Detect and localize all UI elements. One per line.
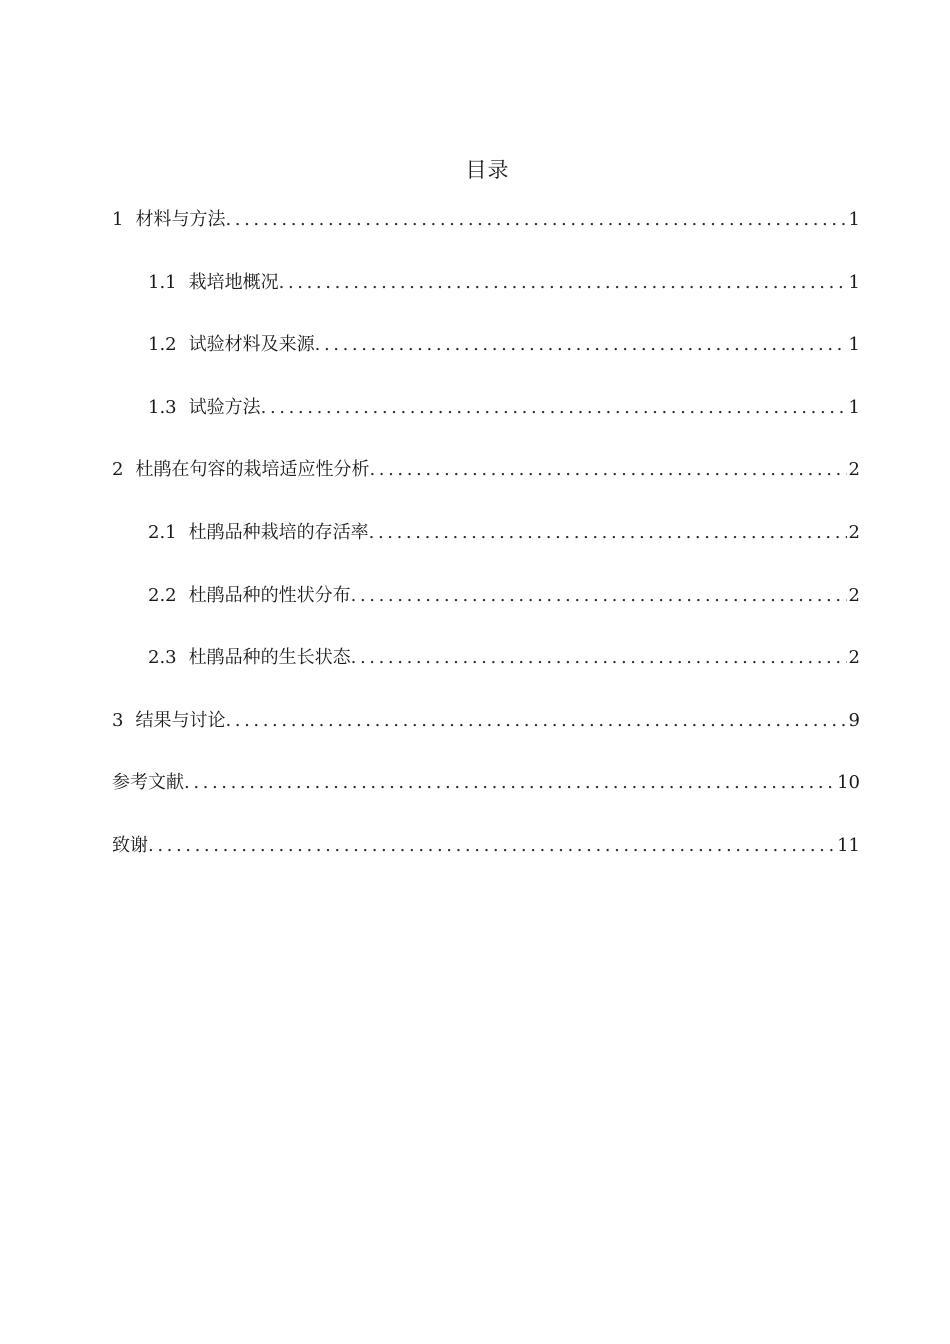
toc-entry-label: 杜鹃品种的生长状态: [188, 647, 351, 669]
toc-dot-leader: [369, 454, 846, 486]
toc-entry-number: 2: [112, 459, 124, 481]
toc-dot-leader: [225, 204, 846, 236]
toc-entry-page-number: 9: [848, 709, 860, 731]
toc-entry-number: 1.3: [148, 396, 177, 418]
toc-entry-page-number: 10: [837, 772, 860, 794]
toc-dot-leader: [184, 767, 835, 799]
toc-entry[interactable]: [112, 392, 860, 455]
toc-entry-label: 杜鹃在句容的栽培适应性分析: [135, 459, 370, 481]
toc-entry-page-number: 1: [848, 271, 860, 293]
toc-entry-number: 1: [112, 209, 124, 230]
toc-entry-label: 参考文献: [112, 772, 184, 794]
toc-entry-page-number: 1: [848, 209, 860, 230]
toc-entry-label: 材料与方法: [135, 209, 226, 230]
toc-entry[interactable]: [112, 517, 860, 580]
toc-dot-leader: [351, 580, 847, 612]
toc-entry[interactable]: [112, 705, 860, 768]
toc-entry-page-number: 2: [848, 459, 860, 481]
toc-entry-label: 试验方法: [188, 396, 261, 418]
toc-entry[interactable]: [112, 830, 860, 893]
toc-entry[interactable]: [112, 767, 860, 830]
toc-entry-page-number: 1: [848, 334, 860, 356]
toc-entry-number: 2.3: [148, 647, 177, 669]
toc-entry-label: 致谢: [112, 834, 148, 856]
toc-entry-number: 1.1: [148, 271, 177, 293]
toc-entry-number: 3: [112, 709, 124, 731]
toc-title: 目录: [465, 158, 510, 182]
toc-dot-leader: [148, 830, 835, 862]
toc-entry[interactable]: [112, 267, 860, 330]
toc-entry-number: 1.2: [148, 334, 177, 356]
toc-entry-page-number: 11: [837, 834, 860, 856]
toc-dot-leader: [225, 705, 846, 737]
toc-entry-number: 2.2: [148, 584, 177, 606]
toc-entry-label: 试验材料及来源: [188, 334, 315, 356]
toc-entry-page-number: 1: [848, 396, 860, 418]
toc-entry-page-number: 2: [848, 647, 860, 669]
toc-entry-label: 栽培地概况: [188, 271, 279, 293]
toc-dot-leader: [315, 329, 847, 361]
table-of-contents: [112, 204, 860, 893]
toc-entry-label: 杜鹃品种栽培的存活率: [188, 521, 369, 543]
toc-dot-leader: [369, 517, 847, 549]
toc-entry-number: 2.1: [148, 521, 177, 543]
toc-dot-leader: [351, 642, 847, 674]
toc-entry[interactable]: [112, 329, 860, 392]
toc-entry-page-number: 2: [848, 521, 860, 543]
toc-dot-leader: [279, 267, 847, 299]
toc-entry[interactable]: [112, 454, 860, 517]
toc-entry[interactable]: [112, 580, 860, 643]
toc-entry-page-number: 2: [848, 584, 860, 606]
toc-entry[interactable]: [112, 204, 860, 267]
toc-entry[interactable]: [112, 642, 860, 705]
toc-entry-label: 杜鹃品种的性状分布: [188, 584, 351, 606]
toc-entry-label: 结果与讨论: [135, 709, 226, 731]
toc-dot-leader: [261, 392, 847, 424]
